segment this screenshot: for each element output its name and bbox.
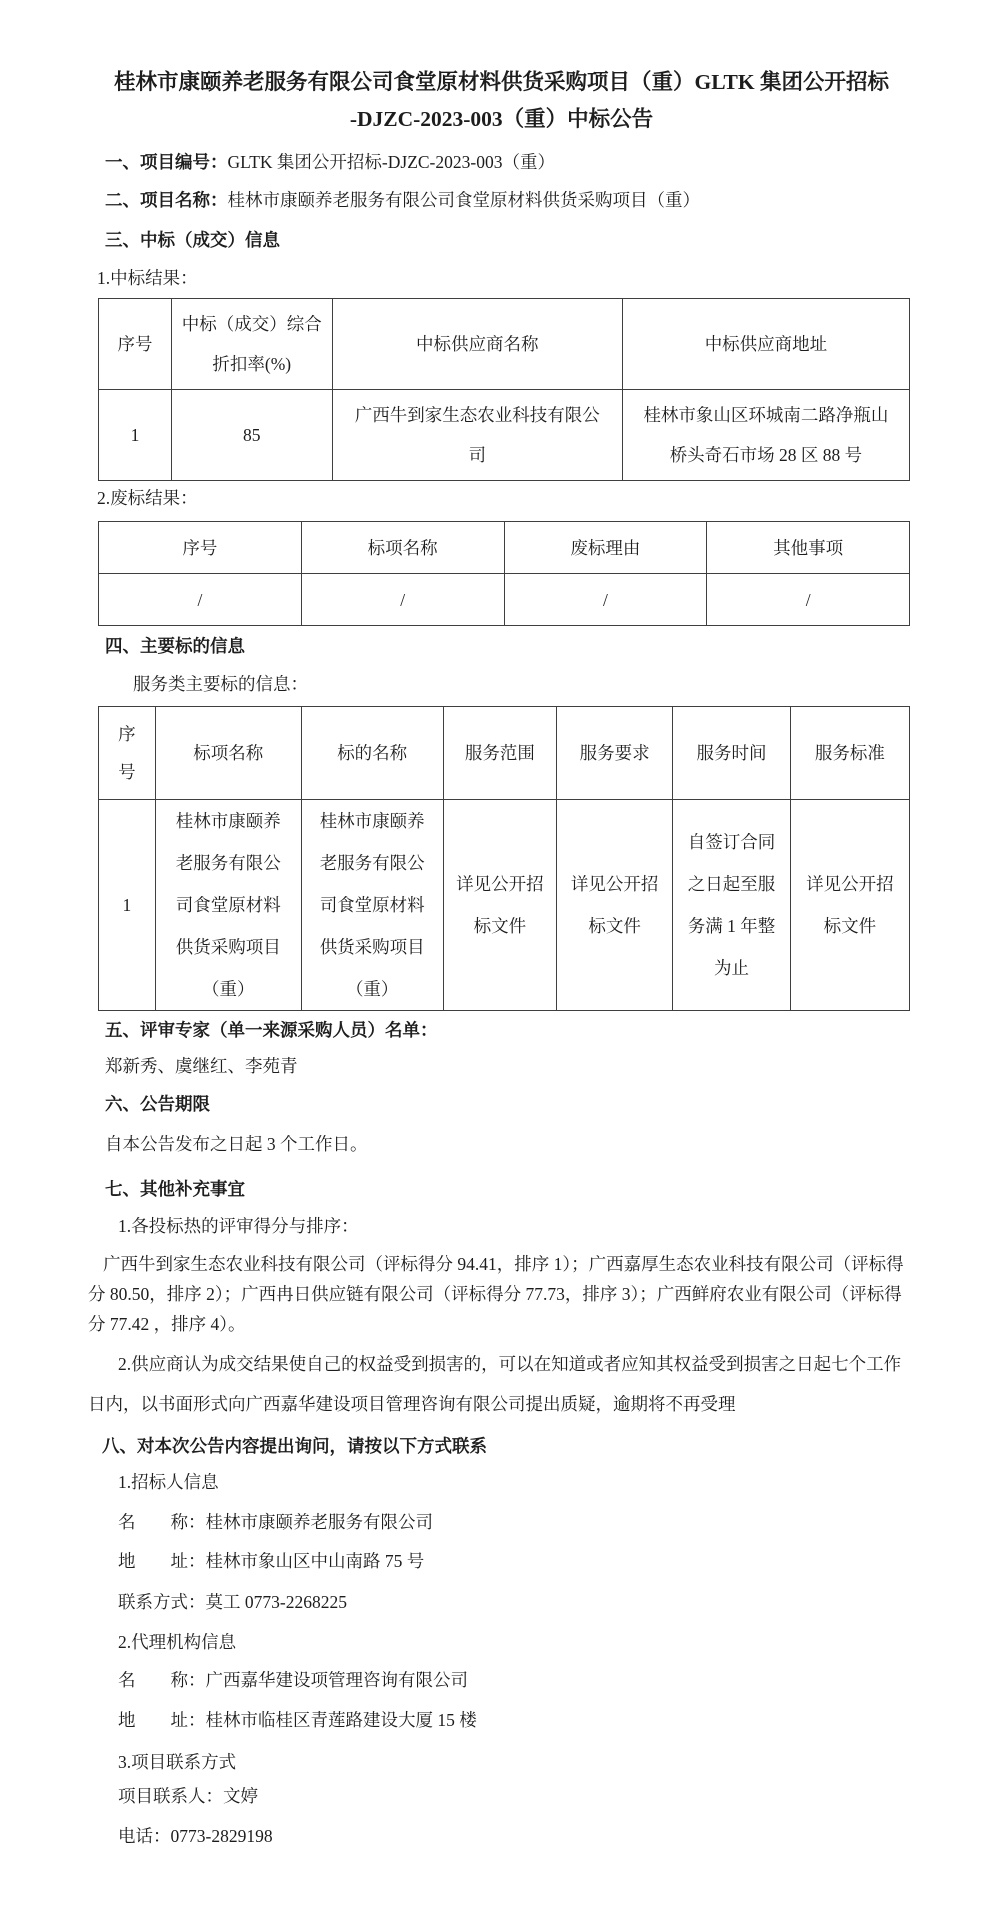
subject-th-service-standard: 服务标准 (790, 707, 909, 800)
reject-th-other: 其他事项 (707, 522, 910, 574)
project-contact-label: 3.项目联系方式 (118, 1752, 237, 1772)
award-th-supplier-name: 中标供应商名称 (332, 299, 622, 390)
agency-name: 名 称：广西嘉华建设项管理咨询有限公司 (118, 1670, 468, 1690)
agency-address: 地 址：桂林市临桂区青莲路建设大厦 15 楼 (118, 1710, 477, 1730)
subject-cell-item-name: 桂林市康颐养老服务有限公司食堂原材料供货采购项目（重） (155, 800, 301, 1011)
bidder-name: 名 称：桂林市康颐养老服务有限公司 (118, 1512, 433, 1532)
subject-cell-seq: 1 (99, 800, 156, 1011)
project-name-value: 桂林市康颐养老服务有限公司食堂原材料供货采购项目（重） (227, 190, 700, 210)
other-item1-scores: 广西牛到家生态农业科技有限公司（评标得分 94.41，排序 1）；广西嘉厚生态农业科技有限公司（评标得分 80.50，排序 2）；广西冉日供应链有限公司（评标得分 77.73，排序 3）；广西鲜府农业有限公司（评标得分 77.42 ，排序 4）。 (88, 1254, 904, 1334)
subject-th-item-name: 标项名称 (155, 707, 301, 800)
project-contact-phone: 电话：0773-2829198 (118, 1826, 273, 1846)
reject-th-reason: 废标理由 (504, 522, 707, 574)
bidder-address: 地 址：桂林市象山区中山南路 75 号 (118, 1551, 425, 1571)
project-contact-person: 项目联系人：文婷 (118, 1786, 258, 1806)
section-project-number (105, 150, 915, 174)
subject-th-service-requirement: 服务要求 (557, 707, 673, 800)
reject-table-header-row (99, 522, 910, 574)
subject-table (98, 706, 910, 1011)
section-subject-info-heading: 四、主要标的信息 (105, 636, 245, 656)
section-experts-heading: 五、评审专家（单一来源采购人员）名单： (105, 1020, 438, 1040)
reject-result-table (98, 521, 910, 626)
project-number-value: GLTK 集团公开招标-DJZC-2023-003（重） (227, 152, 555, 172)
title-line-2: -DJZC-2023-003（重）中标公告 (349, 107, 654, 131)
doc-title (88, 64, 915, 138)
award-result-table (98, 298, 910, 481)
section-other-heading: 七、其他补充事宜 (105, 1179, 245, 1199)
subject-cell-service-requirement: 详见公开招标文件 (557, 800, 673, 1011)
reject-th-item-name: 标项名称 (301, 522, 504, 574)
award-th-seq: 序号 (99, 299, 172, 390)
subject-cell-service-time: 自签订合同之日起至服务满 1 年整为止 (673, 800, 791, 1011)
bidder-info-label: 1.招标人信息 (118, 1472, 219, 1492)
reject-cell-item-name: / (301, 574, 504, 626)
subject-th-service-time: 服务时间 (673, 707, 791, 800)
notice-period-text: 自本公告发布之日起 3 个工作日。 (105, 1134, 368, 1154)
reject-cell-reason: / (504, 574, 707, 626)
subject-table-header-row (99, 707, 910, 800)
reject-cell-other: / (707, 574, 910, 626)
award-cell-seq: 1 (99, 390, 172, 481)
section-notice-period-heading: 六、公告期限 (105, 1094, 210, 1114)
award-table-data-row (99, 390, 910, 481)
subject-cell-service-scope: 详见公开招标文件 (443, 800, 557, 1011)
award-cell-discount: 85 (171, 390, 332, 481)
award-cell-supplier-address: 桂林市象山区环城南二路净瓶山桥头奇石市场 28 区 88 号 (622, 390, 909, 481)
award-th-discount: 中标（成交）综合折扣率(%) (171, 299, 332, 390)
award-cell-supplier-name: 广西牛到家生态农业科技有限公司 (332, 390, 622, 481)
section-project-name (105, 188, 915, 212)
subject-cell-object-name: 桂林市康颐养老服务有限公司食堂原材料供货采购项目（重） (301, 800, 443, 1011)
award-th-supplier-address: 中标供应商地址 (622, 299, 909, 390)
title-line-1: 桂林市康颐养老服务有限公司食堂原材料供货采购项目（重）GLTK 集团公开招标 (113, 70, 890, 94)
bidder-phone: 联系方式：莫工 0773-2268225 (118, 1592, 347, 1612)
subject-th-object-name: 标的名称 (301, 707, 443, 800)
reject-cell-seq: / (99, 574, 302, 626)
project-name-label: 二、项目名称： (105, 190, 228, 210)
award-table-header-row (99, 299, 910, 390)
reject-table-data-row (99, 574, 910, 626)
subject-sub-label: 服务类主要标的信息： (133, 674, 308, 694)
reject-result-label: 2.废标结果： (97, 488, 198, 508)
other-item2-claim: 2.供应商认为成交结果使自己的权益受到损害的，可以在知道或者应知其权益受到损害之日起七个工作日内，以书面形式向广西嘉华建设项目管理咨询有限公司提出质疑，逾期将不再受理 (88, 1354, 902, 1414)
subject-table-data-row (99, 800, 910, 1011)
subject-cell-service-standard: 详见公开招标文件 (790, 800, 909, 1011)
award-result-label: 1.中标结果： (97, 268, 198, 288)
agency-info-label: 2.代理机构信息 (118, 1632, 237, 1652)
section-award-info-heading: 三、中标（成交）信息 (105, 230, 280, 250)
other-item1-label: 1.各投标热的评审得分与排序： (118, 1216, 359, 1236)
project-number-label: 一、项目编号： (105, 152, 228, 172)
reject-th-seq: 序号 (99, 522, 302, 574)
subject-th-service-scope: 服务范围 (443, 707, 557, 800)
section-contact-heading: 八、对本次公告内容提出询问，请按以下方式联系 (102, 1436, 487, 1456)
subject-th-seq: 序号 (99, 707, 156, 800)
experts-names: 郑新秀、虞继红、李苑青 (105, 1056, 298, 1076)
